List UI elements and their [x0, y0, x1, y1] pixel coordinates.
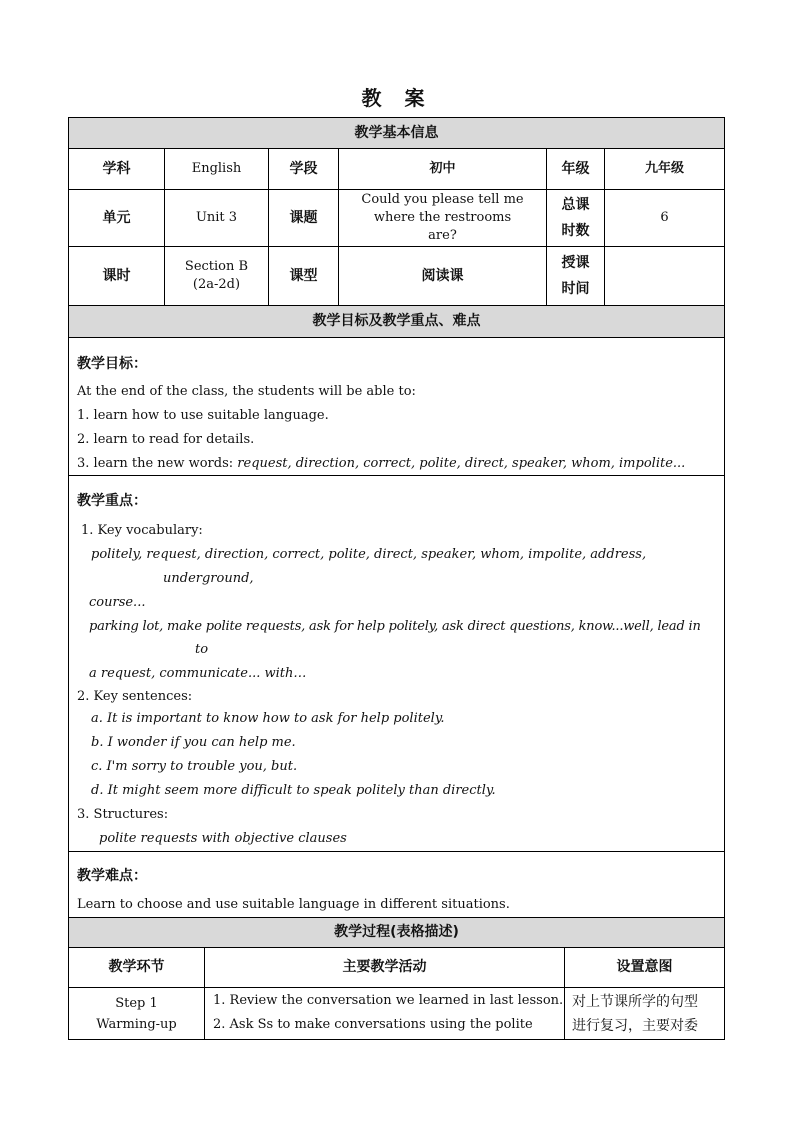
key-sentence-a: a. It is important to know how to ask for help politely. — [91, 711, 445, 726]
step-1-activities — [205, 988, 565, 1040]
class-time-label: 授课时间 — [547, 247, 605, 306]
document-title: 教 案 — [361, 86, 433, 110]
key-points-heading: 教学重点： — [77, 493, 147, 509]
total-periods-value: 6 — [605, 190, 724, 247]
goals-section — [68, 305, 725, 918]
topic-value: Could you please tell me where the restrooms are? — [339, 190, 547, 247]
structure-1: polite requests with objective clauses — [99, 831, 347, 846]
goals-band: 教学目标及教学重点、难点 — [69, 306, 724, 338]
key-vocab-line-3: parking lot, make polite requests, ask for help politely, ask direct questions, know...well, lead in — [89, 619, 701, 634]
key-vocab-title: 1. Key vocabulary: — [81, 523, 203, 538]
difficulty-text: Learn to choose and use suitable language in different situations. — [77, 897, 510, 912]
period-label: 课时 — [69, 247, 165, 306]
grade-label: 年级 — [547, 148, 605, 190]
goal-3 — [77, 456, 685, 471]
step-1-intent — [565, 988, 724, 1040]
col-stage-header: 教学环节 — [69, 947, 205, 988]
key-vocab-line-2: course... — [89, 595, 146, 610]
goal-1: 1. learn how to use suitable language. — [77, 408, 329, 423]
total-periods-label: 总课时数 — [547, 190, 605, 247]
key-vocab-line-4: a request, communicate... with… — [89, 666, 307, 681]
divider — [69, 475, 724, 476]
activity-2: 2. Ask Ss to make conversations using the polite — [213, 1017, 533, 1032]
divider — [69, 851, 724, 852]
intent-line-2: 进行复习，主要对委 — [572, 1018, 698, 1034]
goal-3-words: request, direction, correct, polite, direct, speaker, whom, impolite... — [237, 456, 686, 471]
structures-title: 3. Structures: — [77, 807, 169, 822]
key-sentence-d: d. It might seem more difficult to speak politely than directly. — [91, 783, 496, 798]
difficulty-heading: 教学难点： — [77, 868, 147, 884]
step-1-name: Step 1 — [115, 995, 158, 1011]
key-vocab-line-1: politely, request, direction, correct, polite, direct, speaker, whom, impolite, address, — [91, 547, 647, 562]
goal-2: 2. learn to read for details. — [77, 432, 255, 447]
period-value: Section B (2a-2d) — [165, 247, 269, 306]
col-intent-header: 设置意图 — [565, 947, 724, 988]
stage-value: 初中 — [339, 148, 547, 190]
subject-label: 学科 — [69, 148, 165, 190]
key-vocab-line-1b: underground, — [163, 571, 254, 586]
activity-1: 1. Review the conversation we learned in last lesson. — [213, 993, 564, 1008]
key-sentence-b: b. I wonder if you can help me. — [91, 735, 296, 750]
process-band: 教学过程(表格描述) — [69, 918, 724, 948]
col-activity-header: 主要教学活动 — [205, 947, 565, 988]
goals-heading: 教学目标： — [77, 356, 147, 372]
key-sentences-title: 2. Key sentences: — [77, 689, 193, 704]
step-1-sub: Warming-up — [96, 1016, 177, 1032]
step-1-cell — [69, 988, 205, 1040]
process-table — [68, 918, 725, 1040]
key-vocab-line-3b: to — [195, 642, 209, 657]
basic-info-table — [68, 117, 725, 305]
basic-info-band: 教学基本信息 — [69, 118, 724, 149]
subject-value: English — [165, 148, 269, 190]
class-time-value — [605, 247, 724, 306]
key-sentence-c: c. I'm sorry to trouble you, but. — [91, 759, 298, 774]
type-value: 阅读课 — [339, 247, 547, 306]
intent-line-1: 对上节课所学的句型 — [572, 994, 698, 1010]
unit-value: Unit 3 — [165, 190, 269, 247]
grade-value: 九年级 — [605, 148, 724, 190]
type-label: 课型 — [269, 247, 339, 306]
goal-3-prefix: 3. learn the new words: — [77, 456, 238, 471]
topic-label: 课题 — [269, 190, 339, 247]
stage-label: 学段 — [269, 148, 339, 190]
unit-label: 单元 — [69, 190, 165, 247]
goals-intro: At the end of the class, the students will be able to: — [77, 384, 416, 399]
